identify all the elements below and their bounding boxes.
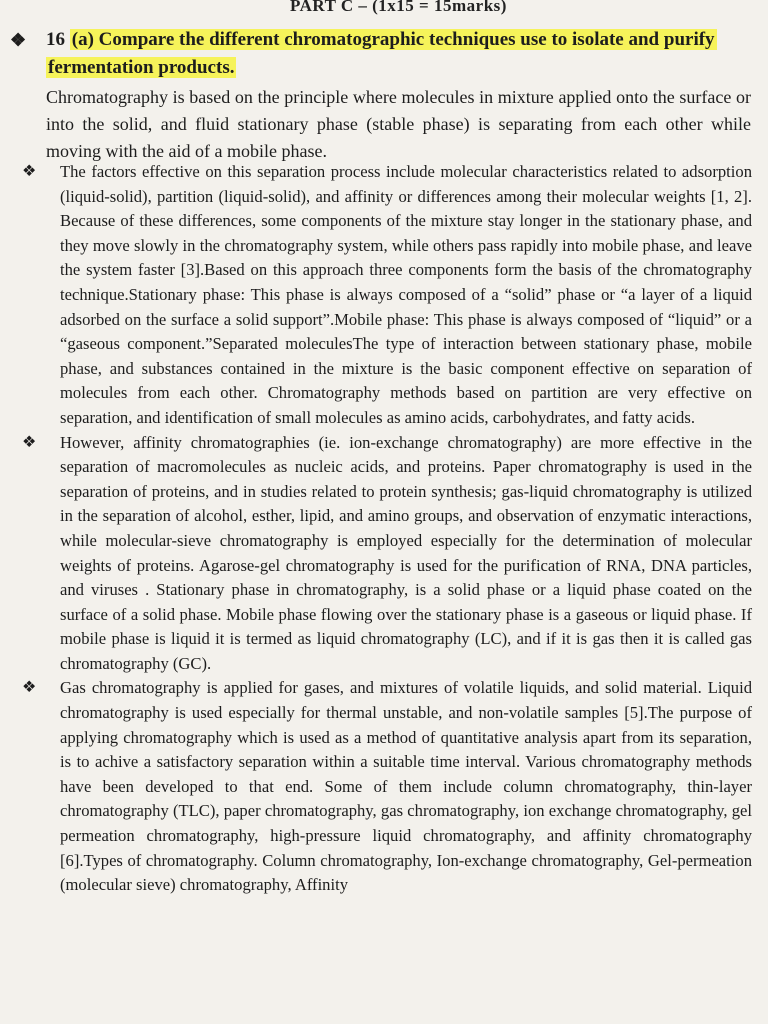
question-text (46, 26, 755, 82)
question-number: 16 (46, 29, 65, 50)
question-heading (10, 26, 755, 82)
highlighted-question: (a) Compare the different chromatographic techniques use to isolate and purify fermentation products. (48, 29, 715, 78)
diamond-bullet-icon: ❖ (22, 679, 37, 697)
diamond-bullet-icon: ❖ (10, 30, 27, 50)
bullet-text: However, affinity chromatographies (ie. ion-exchange chromatography) are more effective in the separation of macromolecules as nucleic acids, and proteins. Paper chromatography is used in the separation of proteins, and in studies related to protein synthesis; gas-liquid chromatography is utilized in the separation of alcohol, esther, lipid, and amino groups, and observation of enzymatic interactions, while molecular-sieve chromatography is employed especially for the determination of molecular weights of proteins. Agarose-gel chromatography is used for the purification of RNA, DNA particles, and viruses . Stationary phase in chromatography, is a solid phase or a liquid phase coated on the surface of a solid phase. Mobile phase flowing over the stationary phase is a gaseous or liquid phase. If mobile phase is liquid it is termed as liquid chromatography (LC), and if it is gas then it is called gas chromatography (GC). (60, 432, 752, 673)
section-header: PART C – (1x15 = 15marks) (290, 0, 507, 15)
bullet-text: Gas chromatography is applied for gases, and mixtures of volatile liquids, and solid material. Liquid chromatography is used especially for thermal unstable, and non-volatile samples [5].The purpose of applying chromatography which is used as a method of quantitative analysis apart from its separation, is to achive a satisfactory separation within a suitable time interval. Various chromatography methods have been developed to that end. Some of them include column chromatography, thin-layer chromatography (TLC), paper chromatography, gas chromatography, ion exchange chromatography, gel permeation chromatography, high-pressure liquid chromatography, and affinity chromatography [6].Types of chromatography. Column chromatography, Ion-exchange chromatography, Gel-permeation (molecular sieve) chromatography, Affinity (60, 678, 752, 895)
bullet-list (22, 160, 752, 898)
bullet-item (22, 160, 752, 431)
diamond-bullet-icon: ❖ (22, 433, 37, 451)
bullet-item (22, 676, 752, 897)
bullet-text: The factors effective on this separation process include molecular characteristics related to adsorption (liquid-solid), partition (liquid-solid), and affinity or differences among their molecular weights [1, 2]. Because of these differences, some components of the mixture stay longer in the stationary phase, and they move slowly in the chromatography system, while others pass rapidly into mobile phase, and leave the system faster [3].Based on this approach three components form the basis of the chromatography technique.Stationary phase: This phase is always composed of a “solid” phase or “a layer of a liquid adsorbed on the surface a solid support”.Mobile phase: This phase is always composed of “liquid” or a “gaseous component.”Separated moleculesThe type of interaction between stationary phase, mobile phase, and substances contained in the mixture is the basic component effective on separation of molecules from each other. Chromatography methods based on partition are very effective on separation, and identification of small molecules as amino acids, carbohydrates, and fatty acids. (60, 162, 752, 427)
intro-paragraph: Chromatography is based on the principle where molecules in mixture applied onto the surface or into the solid, and fluid stationary phase (stable phase) is separating from each other while moving with the aid of a mobile phase. (46, 87, 751, 161)
bullet-item (22, 431, 752, 677)
diamond-bullet-icon: ❖ (22, 163, 37, 180)
